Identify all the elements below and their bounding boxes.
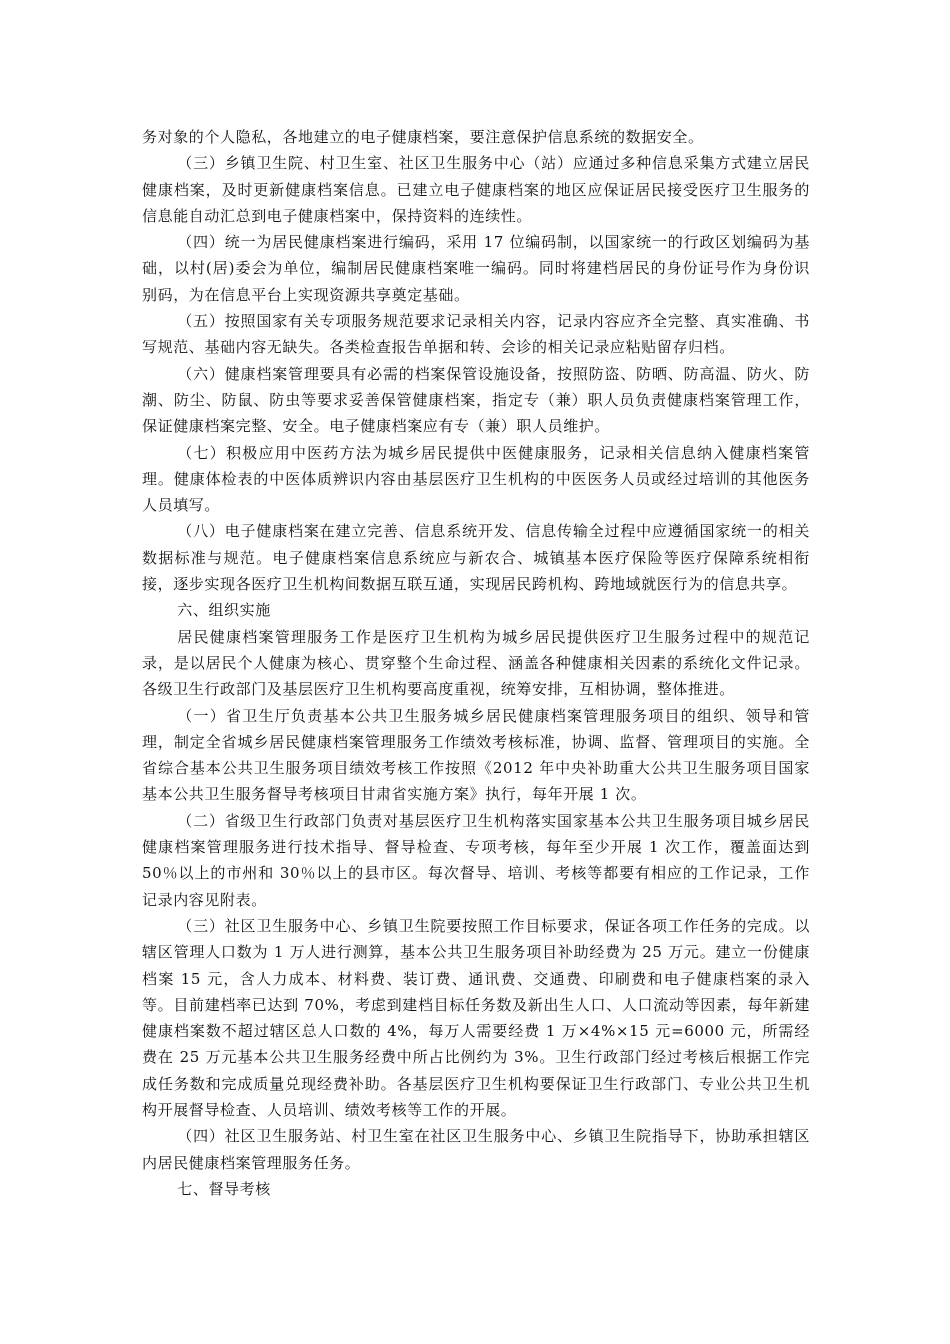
section-heading-organization: 六、组织实施 bbox=[177, 601, 271, 620]
document-body bbox=[142, 124, 810, 1202]
paragraph-item-8: （八）电子健康档案在建立完善、信息系统开发、信息传输全过程中应遵循国家统一的相关数据标准与规范。电子健康档案信息系统应与新农合、城镇基本医疗保险等医疗保障系统相衔接，逐步实现各医疗卫生机构间数据互联互通，实现居民跨机构、跨地域就医行为的信息共享。 bbox=[142, 522, 810, 594]
paragraph-organization-intro: 居民健康档案管理服务工作是医疗卫生机构为城乡居民提供医疗卫生服务过程中的规范记录，是以居民个人健康为核心、贯穿整个生命过程、涵盖各种健康相关因素的系统化文件记录。各级卫生行政部门及基层医疗卫生机构要高度重视，统筹安排，互相协调，整体推进。 bbox=[142, 627, 810, 699]
paragraph-item-7: （七）积极应用中医药方法为城乡居民提供中医健康服务，记录相关信息纳入健康档案管理。健康体检表的中医体质辨识内容由基层医疗卫生机构的中医医务人员或经过培训的其他医务人员填写。 bbox=[142, 443, 810, 515]
paragraph-org-item-3: （三）社区卫生服务中心、乡镇卫生院要按照工作目标要求，保证各项工作任务的完成。以辖区管理人口数为 1 万人进行测算，基本公共卫生服务项目补助经费为 25 万元。建立一份健康档案 15 元，含人力成本、材料费、装订费、通讯费、交通费、印刷费和电子健康档案的录入等。目前建档率已达到 70%，考虑到建档目标任务数及新出生人口、人口流动等因素，每年新建健康档案数不超过辖区总人口数的 4%，每万人需要经费 1 万×4%×15 元=6000 元，所需经费在 25 万元基本公共卫生服务经费中所占比例约为 3%。卫生行政部门经过考核后根据工作完成任务数和完成质量兑现经费补助。各基层医疗卫生机构要保证卫生行政部门、专业公共卫生机构开展督导检查、人员培训、绩效考核等工作的开展。 bbox=[142, 916, 810, 1119]
section-heading-supervision: 七、督导考核 bbox=[177, 1179, 271, 1198]
paragraph-org-item-2: （二）省级卫生行政部门负责对基层医疗卫生机构落实国家基本公共卫生服务项目城乡居民健康档案管理服务进行技术指导、督导检查、专项考核，每年至少开展 1 次工作，覆盖面达到 50％以上的市州和 30％以上的县市区。每次督导、培训、考核等都要有相应的工作记录，工作记录内容见附表。 bbox=[142, 811, 810, 909]
paragraph-privacy-continuation: 务对象的个人隐私，各地建立的电子健康档案，要注意保护信息系统的数据安全。 bbox=[142, 128, 704, 146]
paragraph-item-5: （五）按照国家有关专项服务规范要求记录相关内容，记录内容应齐全完整、真实准确、书写规范、基础内容无缺失。各类检查报告单据和转、会诊的相关记录应粘贴留存归档。 bbox=[142, 312, 810, 357]
paragraph-org-item-1: （一）省卫生厅负责基本公共卫生服务城乡居民健康档案管理服务项目的组织、领导和管理，制定全省城乡居民健康档案管理服务工作绩效考核标准，协调、监督、管理项目的实施。全省综合基本公共卫生服务项目绩效考核工作按照《2012 年中央补助重大公共卫生服务项目国家基本公共卫生服务督导考核项目甘肃省实施方案》执行，每年开展 1 次。 bbox=[142, 706, 810, 804]
paragraph-item-3: （三）乡镇卫生院、村卫生室、社区卫生服务中心（站）应通过多种信息采集方式建立居民健康档案，及时更新健康档案信息。已建立电子健康档案的地区应保证居民接受医疗卫生服务的信息能自动汇总到电子健康档案中，保持资料的连续性。 bbox=[142, 154, 810, 225]
paragraph-item-6: （六）健康档案管理要具有必需的档案保管设施设备，按照防盗、防晒、防高温、防火、防潮、防尘、防鼠、防虫等要求妥善保管健康档案，指定专（兼）职人员负责健康档案管理工作，保证健康档案完整、安全。电子健康档案应有专（兼）职人员维护。 bbox=[142, 364, 810, 436]
paragraph-org-item-4: （四）社区卫生服务站、村卫生室在社区卫生服务中心、乡镇卫生院指导下，协助承担辖区内居民健康档案管理服务任务。 bbox=[142, 1127, 810, 1172]
paragraph-item-4: （四）统一为居民健康档案进行编码，采用 17 位编码制，以国家统一的行政区划编码为基础，以村(居)委会为单位，编制居民健康档案唯一编码。同时将建档居民的身份证号作为身份识别码，为在信息平台上实现资源共享奠定基础。 bbox=[142, 233, 810, 304]
